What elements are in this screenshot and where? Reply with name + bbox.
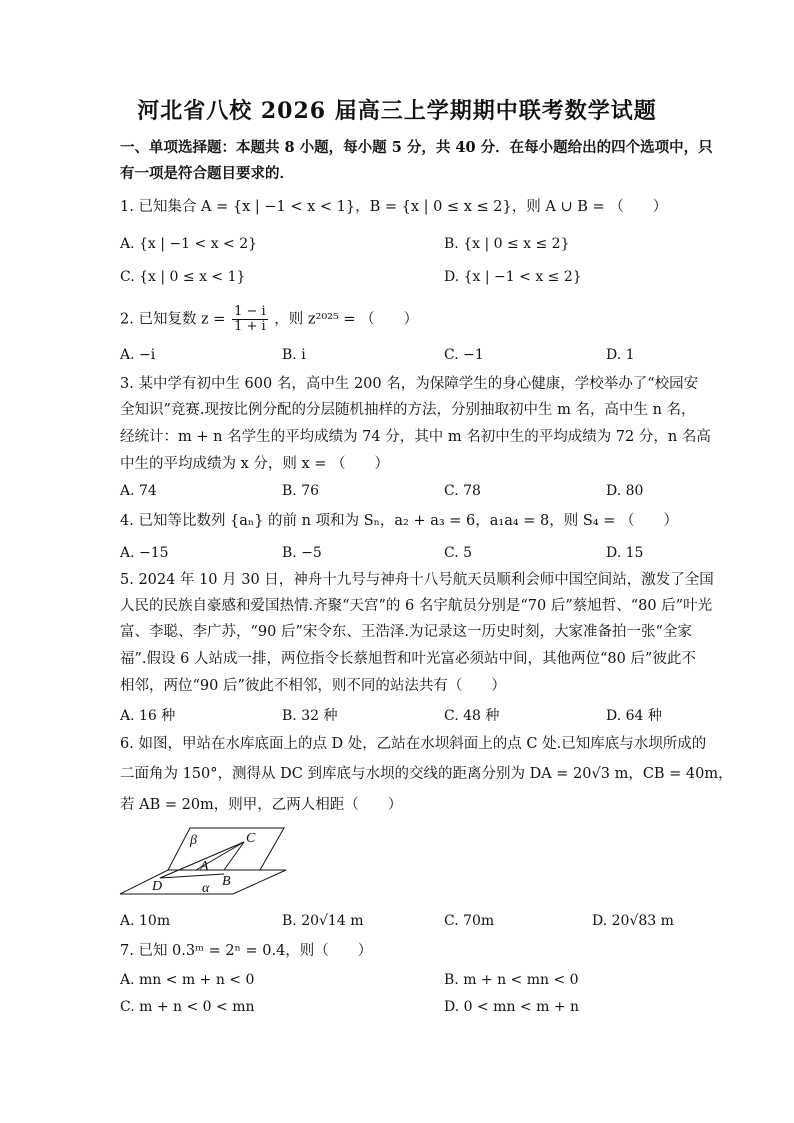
q5-option-b: B. 32 种 xyxy=(282,708,338,724)
q5-option-d: D. 64 种 xyxy=(606,708,662,724)
q2-fraction xyxy=(232,305,268,334)
label-C: C xyxy=(246,831,256,846)
q2-option-d: D. 1 xyxy=(606,347,635,363)
page-title: 河北省八校 2026 届高三上学期期中联考数学试题 xyxy=(137,98,657,124)
q4-option-d: D. 15 xyxy=(606,545,644,561)
question-6-line1: 6. 如图，甲站在水库底面上的点 D 处，乙站在水坝斜面上的点 C 处.已知库底与水坝所成的 xyxy=(120,736,707,752)
q2-numerator: 1 − i xyxy=(234,304,266,319)
q6-option-b: B. 20√14 m xyxy=(282,913,364,929)
question-6-line3: 若 AB = 20m，则甲，乙两人相距（ ） xyxy=(120,797,403,813)
q2-option-c: C. −1 xyxy=(444,347,484,363)
question-3-line1: 3. 某中学有初中生 600 名，高中生 200 名，为保障学生的身心健康，学校举办了“校园安 xyxy=(120,376,699,392)
q7-option-d: D. 0 < mn < m + n xyxy=(444,999,580,1015)
q6-option-c: C. 70m xyxy=(444,913,495,929)
label-beta: β xyxy=(190,833,197,848)
question-7-stem: 7. 已知 0.3ᵐ = 2ⁿ = 0.4，则（ ） xyxy=(120,943,373,959)
q5-option-c: C. 48 种 xyxy=(444,708,500,724)
question-3-line2: 全知识”竞赛.现按比例分配的分层随机抽样的方法，分别抽取初中生 m 名，高中生 n 名， xyxy=(120,402,696,418)
q2-option-a: A. −i xyxy=(120,347,156,363)
section-heading-line2: 有一项是符合题目要求的． xyxy=(120,165,294,182)
q1-option-a: A. {x | −1 < x < 2} xyxy=(120,236,258,252)
section-heading-line1: 一、单项选择题：本题共 8 小题，每小题 5 分，共 40 分．在每小题给出的四个选项中，只 xyxy=(120,139,713,156)
q2-stem-pre: 2. 已知复数 z = xyxy=(120,311,226,328)
q2-option-b: B. i xyxy=(282,347,306,363)
q4-option-c: C. 5 xyxy=(444,545,473,561)
q7-option-b: B. m + n < mn < 0 xyxy=(444,972,579,988)
q4-option-a: A. −15 xyxy=(120,545,169,561)
q5-option-a: A. 16 种 xyxy=(120,708,176,724)
question-2-stem xyxy=(120,305,418,334)
question-6-line2: 二面角为 150°，测得从 DC 到库底与水坝的交线的距离分别为 DA = 20√3 m，CB = 40m， xyxy=(120,766,733,782)
question-5-line4: 福”.假设 6 人站成一排，两位指令长蔡旭哲和叶光富必须站中间，其他两位“80 后”彼此不 xyxy=(120,651,696,667)
q6-option-a: A. 10m xyxy=(120,913,171,929)
label-A: A xyxy=(200,859,209,874)
dihedral-angle-figure xyxy=(118,826,288,898)
q3-option-c: C. 78 xyxy=(444,483,481,499)
q4-option-b: B. −5 xyxy=(282,545,322,561)
q2-denominator: 1 + i xyxy=(234,319,266,334)
question-1-stem: 1. 已知集合 A = {x | −1 < x < 1}，B = {x | 0 ≤ x ≤ 2}，则 A ∪ B = （ ） xyxy=(120,199,668,215)
q1-option-d: D. {x | −1 < x ≤ 2} xyxy=(444,269,582,285)
q3-option-b: B. 76 xyxy=(282,483,320,499)
label-D: D xyxy=(152,879,163,894)
label-B: B xyxy=(222,874,231,889)
q7-option-c: C. m + n < 0 < mn xyxy=(120,999,255,1015)
q2-stem-post: ，则 z²⁰²⁵ = （ ） xyxy=(274,311,419,328)
question-3-line3: 经统计：m + n 名学生的平均成绩为 74 分，其中 m 名初中生的平均成绩为 72 分，n 名高 xyxy=(120,429,711,445)
label-alpha: α xyxy=(202,881,210,896)
question-5-line3: 富、李聪、李广苏，“90 后”宋令东、王浩泽.为记录这一历史时刻，大家准备拍一张“全家 xyxy=(120,624,692,640)
q3-option-d: D. 80 xyxy=(606,483,644,499)
segment-DA xyxy=(160,874,224,878)
question-5-line2: 人民的民族自豪感和爱国热情.齐聚“天宫”的 6 名宇航员分别是“70 后”蔡旭哲、“80 后”叶光 xyxy=(120,598,713,614)
plane-beta xyxy=(168,828,284,870)
question-5-line1: 5. 2024 年 10 月 30 日，神舟十九号与神舟十八号航天员顺利会师中国空间站，激发了全国 xyxy=(120,572,714,588)
question-4-stem: 4. 已知等比数列 {aₙ} 的前 n 项和为 Sₙ，a₂ + a₃ = 6，a₁a₄ = 8，则 S₄ = （ ） xyxy=(120,513,679,529)
question-3-line4: 中生的平均成绩为 x 分，则 x = （ ） xyxy=(120,456,390,472)
question-5-line5: 相邻，两位“90 后”彼此不相邻，则不同的站法共有（ ） xyxy=(120,678,506,694)
q1-option-b: B. {x | 0 ≤ x ≤ 2} xyxy=(444,236,570,252)
q1-option-c: C. {x | 0 ≤ x < 1} xyxy=(120,269,246,285)
q7-option-a: A. mn < m + n < 0 xyxy=(120,972,255,988)
q6-option-d: D. 20√83 m xyxy=(592,913,674,929)
q3-option-a: A. 74 xyxy=(120,483,157,499)
